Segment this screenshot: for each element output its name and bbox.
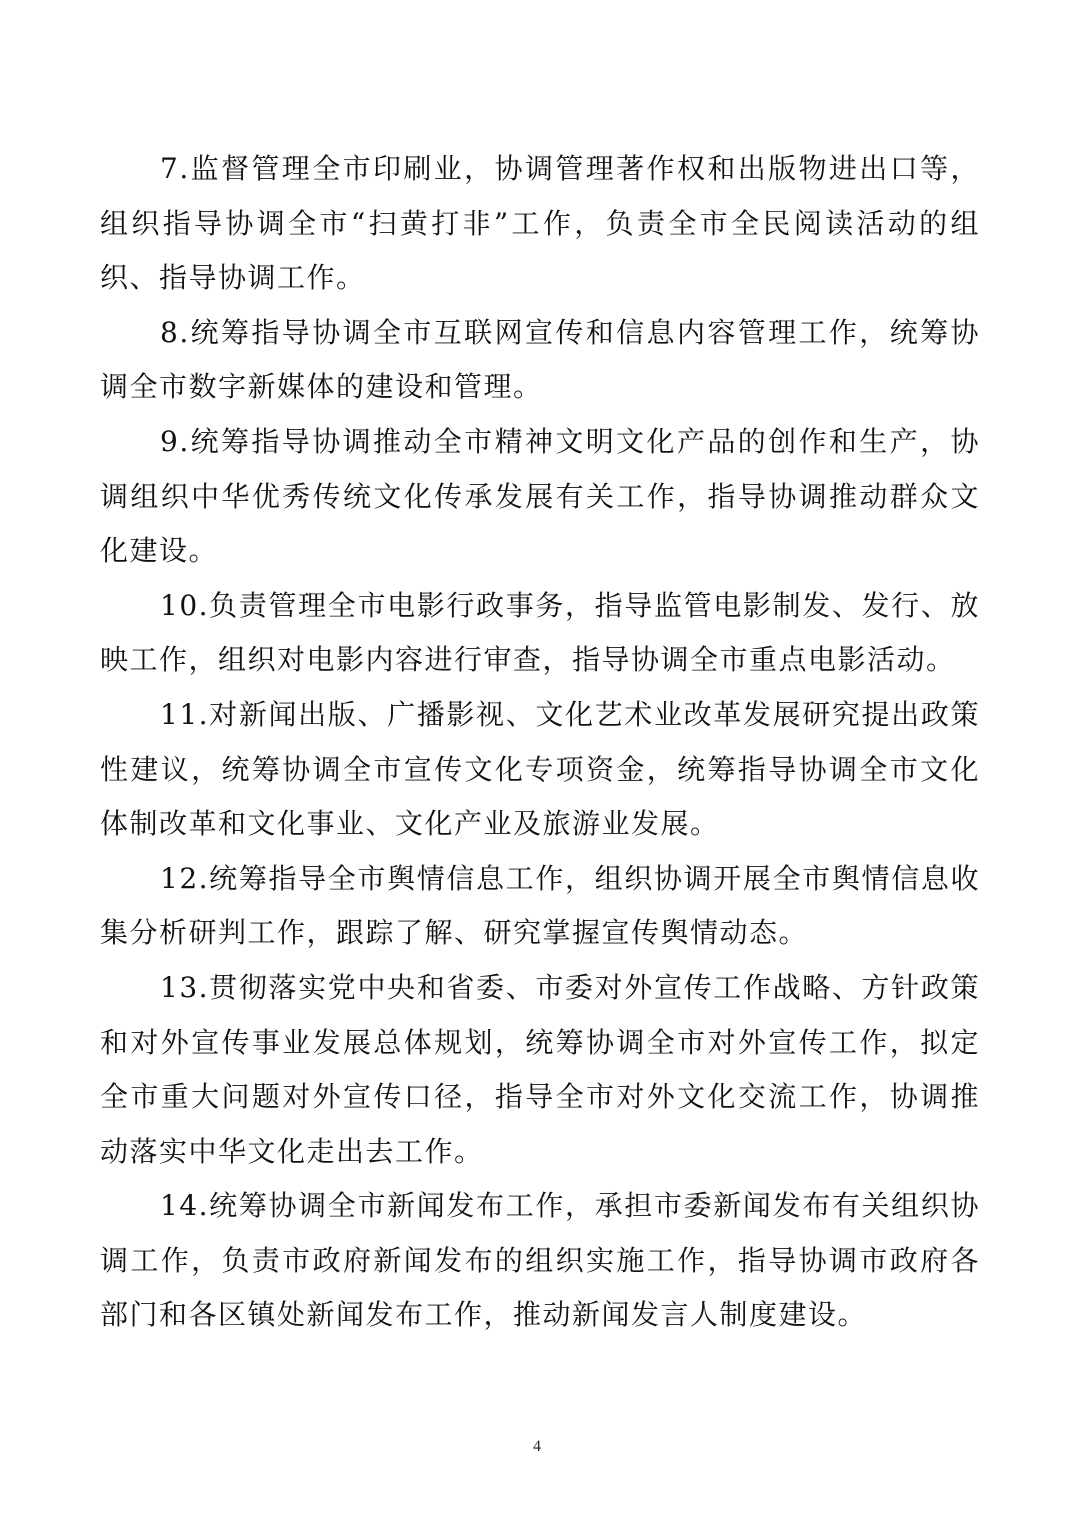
document-body — [100, 142, 980, 1343]
paragraph-item-7: 7.监督管理全市印刷业，协调管理著作权和出版物进出口等，组织指导协调全市“扫黄打非”工作，负责全市全民阅读活动的组织、指导协调工作。 — [100, 152, 980, 295]
paragraph-item-11: 11.对新闻出版、广播影视、文化艺术业改革发展研究提出政策性建议，统筹协调全市宣传文化专项资金，统筹指导协调全市文化体制改革和文化事业、文化产业及旅游业发展。 — [100, 697, 980, 841]
page-number: 4 — [533, 1438, 541, 1455]
paragraph-item-14: 14.统筹协调全市新闻发布工作，承担市委新闻发布有关组织协调工作，负责市政府新闻发布的组织实施工作，指导协调市政府各部门和各区镇处新闻发布工作，推动新闻发言人制度建设。 — [100, 1189, 980, 1332]
paragraph-item-12: 12.统筹指导全市舆情信息工作，组织协调开展全市舆情信息收集分析研判工作，跟踪了解、研究掌握宣传舆情动态。 — [100, 861, 980, 950]
paragraph-item-13: 13.贯彻落实党中央和省委、市委对外宣传工作战略、方针政策和对外宣传事业发展总体规划，统筹协调全市对外宣传工作，拟定全市重大问题对外宣传口径，指导全市对外文化交流工作，协调推动落实中华文化走出去工作。 — [100, 970, 980, 1168]
paragraph-item-10: 10.负责管理全市电影行政事务，指导监管电影制发、发行、放映工作，组织对电影内容进行审查，指导协调全市重点电影活动。 — [100, 588, 980, 677]
paragraph-item-8: 8.统筹指导协调全市互联网宣传和信息内容管理工作，统筹协调全市数字新媒体的建设和管理。 — [100, 315, 980, 404]
paragraph-item-9: 9.统筹指导协调推动全市精神文明文化产品的创作和生产，协调组织中华优秀传统文化传承发展有关工作，指导协调推动群众文化建设。 — [100, 424, 980, 568]
